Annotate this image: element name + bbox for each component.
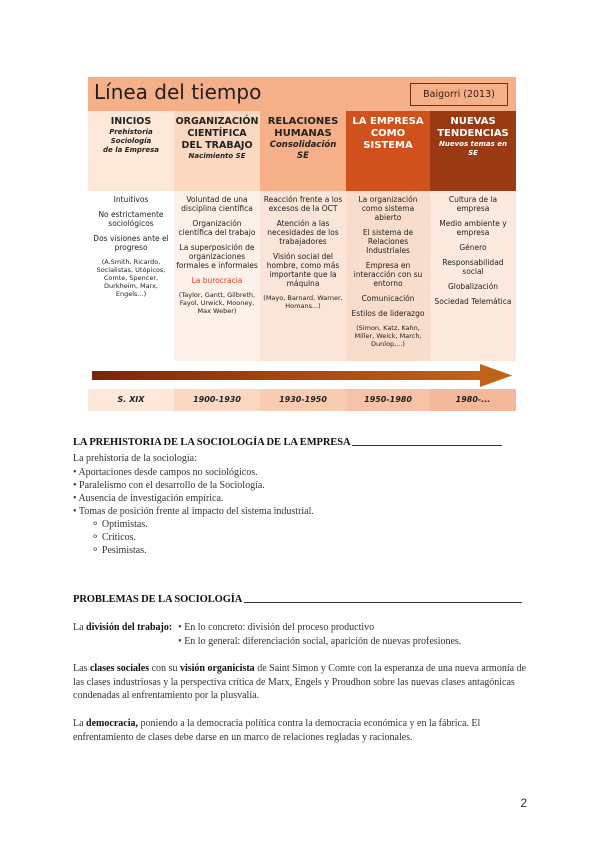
- column-item: Globalización: [447, 282, 499, 291]
- division-paragraph: [73, 621, 528, 648]
- timeline-arrow-icon: [88, 361, 516, 389]
- column-item: Medio ambiente y empresa: [439, 219, 507, 237]
- column-subheading: Prehistoria: [109, 128, 153, 136]
- list-item: • En lo general: diferenciación social, aparición de nuevas profesiones.: [178, 635, 462, 647]
- year-label: 1900-1930: [174, 389, 260, 411]
- list-item: • Aportaciones desde campos no sociológicos.: [73, 467, 258, 478]
- column-body-empresa: [346, 191, 430, 361]
- list-item: • Tomas de posición frente al impacto del sistema industrial.: [73, 506, 314, 517]
- column-item: Estilos de liderazgo: [351, 309, 425, 318]
- list-item: • En lo concreto: división del proceso productivo: [178, 622, 375, 633]
- column-body-inicios: [88, 191, 174, 361]
- column-item-highlight: La burocracia: [191, 276, 243, 285]
- column-heading: COMO: [370, 128, 406, 139]
- division-points: [178, 621, 461, 648]
- column-heading: INICIOS: [110, 116, 152, 127]
- column-header-tendencias: [430, 111, 516, 191]
- column-item: Organización científica del trabajo: [178, 219, 256, 237]
- title-underline: [244, 602, 522, 603]
- column-item: Cultura de la empresa: [448, 195, 498, 213]
- column-item: Voluntad de una disciplina científica: [181, 195, 253, 213]
- timeline-years: [88, 389, 516, 411]
- year-label: 1980-...: [430, 389, 516, 411]
- column-heading: HUMANAS: [274, 128, 332, 139]
- timeline-column-headers: [88, 111, 516, 191]
- column-heading: DEL TRABAJO: [181, 140, 253, 151]
- column-item: No estrictamente sociológicos: [98, 210, 164, 228]
- column-subheading: Nuevos temas en: [438, 140, 507, 148]
- list-item: • Paralelismo con el desarrollo de la Sociología.: [73, 480, 265, 491]
- column-authors: (Taylor, Gantt, Gilbreth, Fayol, Urwick, Mooney, Max Weber): [178, 291, 256, 315]
- column-heading: NUEVAS: [450, 116, 496, 127]
- column-heading: SISTEMA: [363, 140, 413, 151]
- column-body-relaciones: [260, 191, 346, 361]
- column-item: Empresa en interacción con su entorno: [353, 261, 423, 288]
- page-number: 2: [520, 796, 527, 810]
- column-authors: (A.Smith, Ricardo, Socialistas, Utópicos, Comte, Spencer, Durkheim, Marx, Engels...): [96, 258, 166, 298]
- timeline-column-bodies: [88, 191, 516, 361]
- section-title-problemas: [73, 594, 522, 605]
- list-subitem: ⚬ Pesimistas.: [91, 545, 147, 556]
- column-item: Intuitivos: [113, 195, 149, 204]
- column-subheading: de la Empresa: [103, 146, 159, 154]
- column-item: Atención a las necesidades de los trabajadores: [267, 219, 339, 246]
- column-subheading: Nacimiento SE: [188, 152, 246, 160]
- column-subheading: SE: [297, 151, 309, 161]
- list-item: • Ausencia de investigación empírica.: [73, 493, 224, 504]
- timeline-figure: [88, 77, 516, 411]
- column-item: Comunicación: [361, 294, 415, 303]
- column-subheading: Sociología: [110, 137, 152, 145]
- column-item: Responsabilidad social: [442, 258, 504, 276]
- democracia-paragraph: La democracia, poniendo a la democracia política contra la democracia económica y en la fábrica. El enfrentamiento de clases debe darse en un marco de relaciones regladas y racionales.: [73, 718, 481, 743]
- division-label: La división del trabajo:: [73, 622, 173, 633]
- clases-paragraph: Las clases sociales con su visión organicista de Saint Simon y Comte con la esperanza de una nueva armonía de las clases industriosas y la perspectiva crítica de Marx, Engels y Proudhon sobre las nuevas clases antagónicas condenadas al enfrentamiento por la plusvalía.: [73, 663, 526, 701]
- column-item: La organización como sistema abierto: [358, 195, 418, 222]
- column-heading: ORGANIZACIÓN: [175, 116, 259, 127]
- column-heading: LA EMPRESA: [352, 116, 424, 127]
- column-item: Reacción frente a los excesos de la OCT: [263, 195, 343, 213]
- year-label: 1930-1950: [260, 389, 346, 411]
- timeline-title: Línea del tiempo: [94, 80, 262, 104]
- column-item: Sociedad Telemática: [434, 297, 512, 306]
- column-heading: CIENTÍFICA: [187, 128, 247, 139]
- column-heading: RELACIONES: [267, 116, 339, 127]
- column-body-tendencias: [430, 191, 516, 361]
- section-title-prehistoria: [73, 437, 502, 448]
- bullet-list: [73, 466, 314, 557]
- section-title-text: PROBLEMAS DE LA SOCIOLOGÍA: [73, 594, 243, 605]
- column-item: Dos visiones ante el progreso: [93, 234, 169, 252]
- timeline-arrow-band: [88, 361, 516, 389]
- column-item: El sistema de Relaciones Industriales: [362, 228, 414, 255]
- section-title-text: LA PREHISTORIA DE LA SOCIOLOGÍA DE LA EMPRESA: [73, 437, 351, 448]
- column-authors: (Simon, Katz, Kahn, Miller, Weick, March, Dunlop,...): [354, 324, 422, 348]
- timeline-reference: Baigorri (2013): [410, 83, 508, 106]
- column-item: Visión social del hombre, como más importante que la máquina: [266, 252, 340, 288]
- year-label: 1950-1980: [346, 389, 430, 411]
- column-header-inicios: [88, 111, 174, 191]
- section-intro: La prehistoria de la sociología:: [73, 453, 197, 464]
- column-authors: (Mayo, Barnard, Warner, Homans...): [263, 294, 343, 310]
- column-item: La superposición de organizaciones formales e informales: [176, 243, 258, 270]
- timeline-header: [88, 77, 516, 111]
- list-subitem: ⚬ Optimistas.: [91, 519, 148, 530]
- column-header-organizacion: [174, 111, 260, 191]
- title-underline: [352, 445, 502, 446]
- column-item: Género: [459, 243, 487, 252]
- list-subitem: ⚬ Críticos.: [91, 532, 137, 543]
- column-subheading: Consolidación: [269, 140, 337, 150]
- column-heading: TENDENCIAS: [437, 128, 509, 139]
- column-subheading: SE: [468, 149, 478, 157]
- column-header-relaciones: [260, 111, 346, 191]
- year-label: S. XIX: [88, 389, 174, 411]
- column-header-empresa: [346, 111, 430, 191]
- column-body-organizacion: [174, 191, 260, 361]
